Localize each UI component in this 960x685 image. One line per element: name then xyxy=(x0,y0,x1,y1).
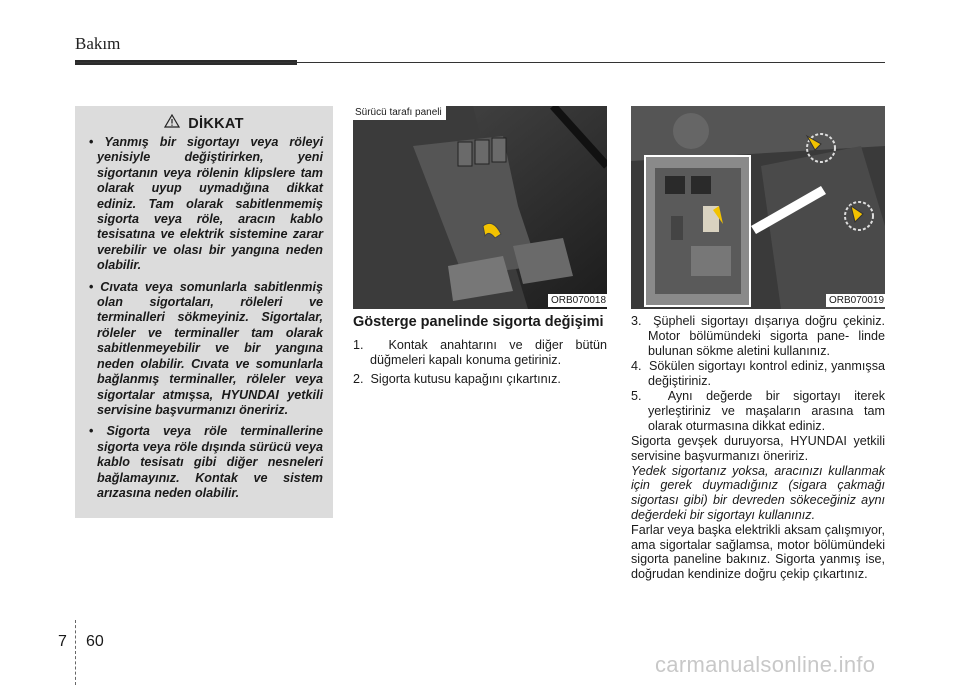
step-item xyxy=(631,359,885,389)
warning-triangle-icon xyxy=(164,114,180,133)
step-text: Sökülen sigortayı kontrol ediniz, yanmışsa değiştiriniz. xyxy=(648,359,886,388)
footer-separator xyxy=(75,620,77,685)
warning-item: • Cıvata veya somunlarla sabitlenmiş olan sigortaları, röleleri ve terminalleri sökmeyiniz. Sigortalar, röleler ve terminaller tam olarak sabitlenmeyebilir ve bir yangına neden olabilir. Cıvata ve somunlarla bağlanmış terminaller, röleler veya sigortalar atmışsa, HYUNDAI yetkili servisine başvurmanızı öneririz. xyxy=(85,280,323,419)
section-column xyxy=(353,314,607,391)
warning-item: • Sigorta veya röle terminallerine sigorta veya röle dışında sürücü veya kablo tesisatı gibi diğer nesneleri bağlamayınız. Kontak ve sistem arızasına neden olabilir. xyxy=(85,424,323,501)
step-number: 4. xyxy=(631,359,642,373)
warning-title: DİKKAT xyxy=(188,115,244,132)
photo-code: ORB070018 xyxy=(548,294,609,307)
step-number: 5. xyxy=(631,389,642,403)
chapter-number: 7 xyxy=(58,633,67,650)
warning-box xyxy=(75,106,333,518)
section-title: Gösterge panelinde sigorta değişimi xyxy=(353,314,604,330)
page-number: 60 xyxy=(86,633,104,650)
paragraph-italic: Yedek sigortanız yoksa, aracınızı kullanmak için gerek duymadığınız (sigara çakmağı sigortası gibi) bir devreden sökeceğiniz aynı değerdeki bir sigortayı kullanınız. xyxy=(631,463,885,522)
photo-caption-label: Sürücü tarafı paneli xyxy=(353,106,446,120)
steps-list xyxy=(631,314,885,434)
step-number: 3. xyxy=(631,314,642,328)
warning-header xyxy=(85,114,323,133)
step-text: Aynı değerde bir sigortayı iterek yerleştiriniz ve maşaların arasına tam olarak oturmasına dikkat ediniz. xyxy=(648,389,885,433)
step-number: 1. xyxy=(353,338,364,352)
page-header-title: Bakım xyxy=(75,34,121,53)
paragraph: Farlar veya başka elektrikli aksam çalışmıyor, ama sigortalar sağlamsa, motor bölümündeki sigorta paneline bakınız. Sigorta yanmış ise, doğrudan kendinize doğru çekip çıkartınız. xyxy=(631,522,885,582)
step-item xyxy=(353,372,607,387)
step-item xyxy=(631,389,885,434)
instructions-column xyxy=(631,314,885,582)
step-item xyxy=(353,338,607,368)
driver-panel-photo xyxy=(353,106,607,309)
watermark-text: carmanualsonline.info xyxy=(655,652,876,677)
step-number: 2. xyxy=(353,372,364,386)
paragraph: Sigorta gevşek duruyorsa, HYUNDAI yetkili servisine başvurmanızı öneririz. xyxy=(631,434,885,463)
engine-fusebox-photo xyxy=(631,106,885,309)
step-text: Kontak anahtarını ve diğer bütün düğmeleri kapalı konuma getiriniz. xyxy=(370,338,607,367)
steps-list xyxy=(353,338,607,387)
header-rule xyxy=(75,62,885,63)
step-item xyxy=(631,314,885,359)
step-text: Sigorta kutusu kapağını çıkartınız. xyxy=(370,372,561,386)
photo-code: ORB070019 xyxy=(826,294,887,307)
step-text: Şüpheli sigortayı dışarıya doğru çekiniz. Motor bölümündeki sigorta pane- linde bulunan sökme aletini kullanınız. xyxy=(648,314,885,358)
warning-item: • Yanmış bir sigortayı veya röleyi yenisiyle değiştirirken, yeni sigortanın veya rölenin klipslere tam olarak uyup uymadığına dikkat ediniz. Tam olarak sabitlenmemiş sigorta veya röle, aracın kablo tesisatına ve elektrik sistemine zarar verebilir ve olası bir yangına neden olabilir. xyxy=(85,135,323,274)
warning-list xyxy=(85,135,323,501)
